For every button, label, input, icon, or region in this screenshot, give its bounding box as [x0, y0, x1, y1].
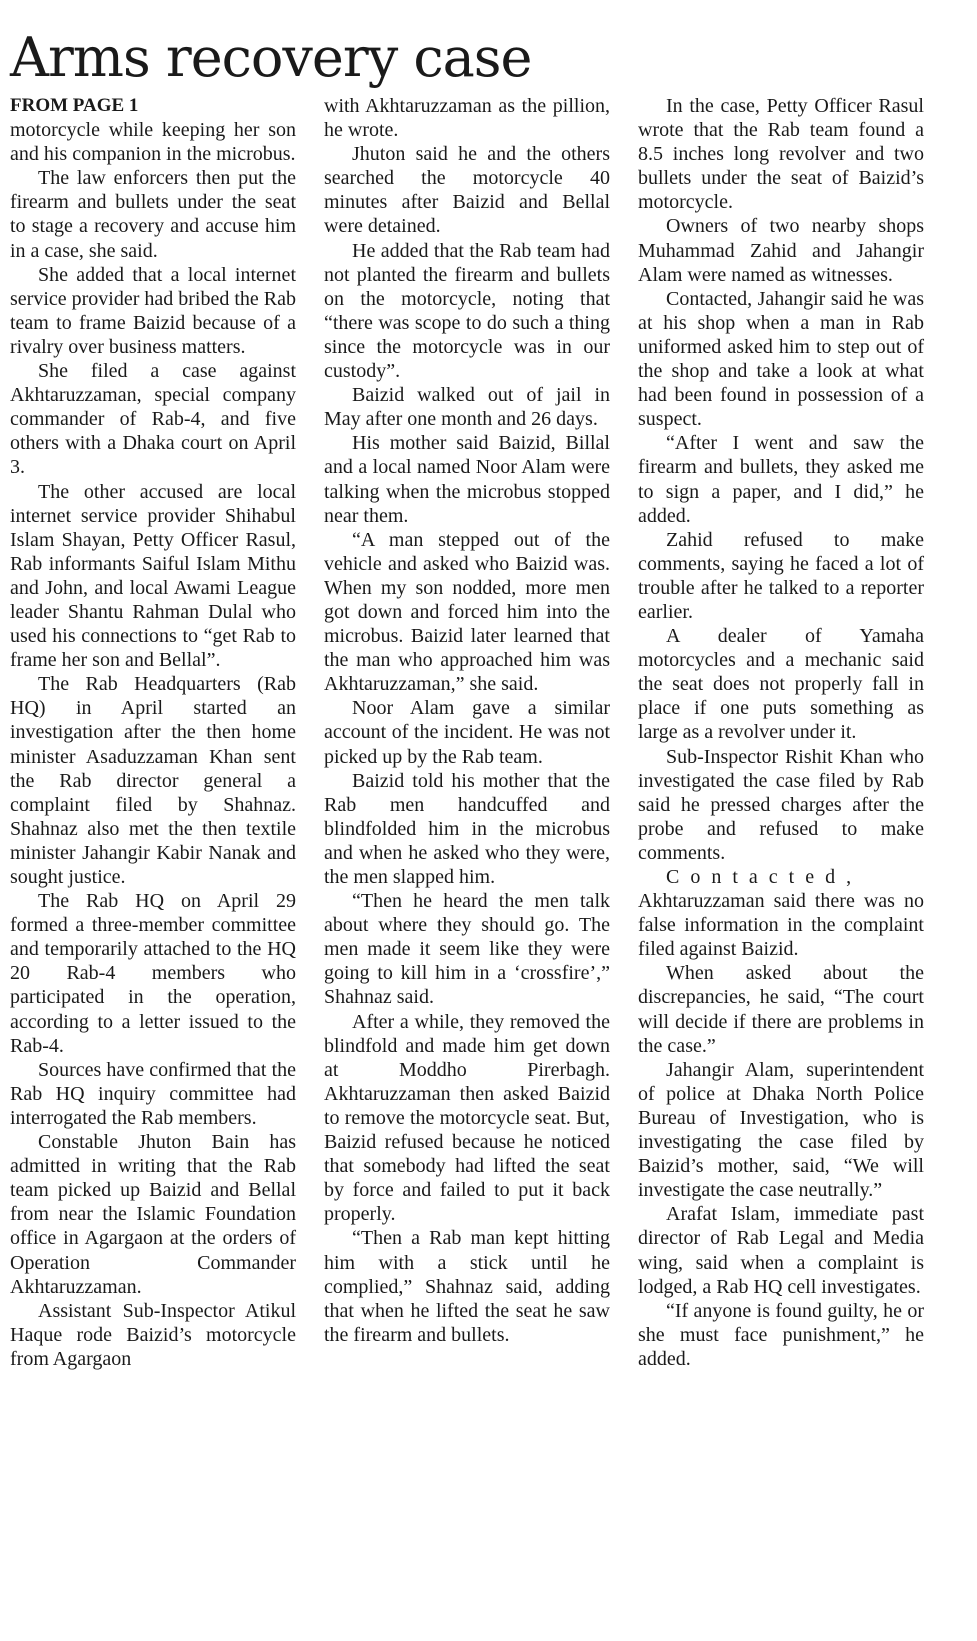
paragraph: Jhuton said he and the others searched the motorcycle 40 minutes after Baizid and Bellal were detained. [324, 143, 610, 238]
paragraph: “After I went and saw the firearm and bullets, they asked me to sign a paper, and I did,” he added. [638, 432, 924, 527]
paragraph: “If anyone is found guilty, he or she must face punishment,” he added. [638, 1299, 924, 1370]
paragraph: with Akhtaruzzaman as the pillion, he wrote. [324, 95, 610, 142]
paragraph: Jahangir Alam, superintendent of police at Dhaka North Police Bureau of Investigation, who is investigating the case filed by Baizid’s mother, said, “We will investigate the case neutrally.” [638, 1058, 924, 1202]
paragraph: The Rab HQ on April 29 formed a three-member committee and temporarily attached to the HQ 20 Rab-4 members who participated in the operation, according to a letter issued to the Rab-4. [10, 890, 296, 1057]
paragraph: The law enforcers then put the firearm and bullets under the seat to stage a recovery and accuse him in a case, she said. [10, 167, 296, 262]
paragraph: Arafat Islam, immediate past director of Rab Legal and Media wing, said when a complaint is lodged, a Rab HQ cell investigates. [638, 1203, 924, 1298]
paragraph: His mother said Baizid, Billal and a local named Noor Alam were talking when the microbus stopped near them. [324, 432, 610, 527]
paragraph: Owners of two nearby shops Muhammad Zahid and Jahangir Alam were named as witnesses. [638, 215, 924, 286]
headline: Arms recovery case [10, 26, 532, 89]
paragraph: He added that the Rab team had not planted the firearm and bullets on the motorcycle, noting that “there was scope to do such a thing since the motorcycle was in our custody”. [324, 239, 610, 383]
paragraph: In the case, Petty Officer Rasul wrote that the Rab team found a 8.5 inches long revolver and two bullets under the seat of Baizid’s motorcycle. [638, 95, 924, 214]
paragraph: The Rab Headquarters (Rab HQ) in April started an investigation after the then home minister Asaduzzaman Khan sent the Rab director general a complaint filed by Shahnaz. Shahnaz also met the then textile minister Jahangir Kabir Nanak and sought justice. [10, 673, 296, 888]
paragraph: Zahid refused to make comments, saying he faced a lot of trouble after he talked to a reporter earlier. [638, 528, 924, 623]
paragraph: Sub-Inspector Rishit Khan who investigated the case filed by Rab said he pressed charges after the probe and refused to make comments. [638, 745, 924, 864]
paragraph: “Then a Rab man kept hitting him with a stick until he complied,” Shahnaz said, adding that when he lifted the seat he saw the firearm and bullets. [324, 1227, 610, 1346]
paragraph: The other accused are local internet service provider Shihabul Islam Shayan, Petty Officer Rasul, Rab informants Saiful Islam Mithu and John, and local Awami League leader Shantu Rahman Dulal who used his connections to “get Rab to frame her son and Bellal”. [10, 480, 296, 672]
paragraph: Assistant Sub-Inspector Atikul Haque rode Baizid’s motorcycle from Agargaon [10, 1299, 296, 1370]
paragraph: A dealer of Yamaha motorcycles and a mechanic said the seat does not properly fall in place if one puts something as large as a revolver under it. [638, 625, 924, 744]
paragraph: motorcycle while keeping her son and his companion in the microbus. [10, 119, 296, 166]
article-column-2 [324, 94, 610, 1347]
paragraph: Constable Jhuton Bain has admitted in writing that the Rab team picked up Baizid and Bellal from near the Islamic Foundation office in Agargaon at the orders of Operation Commander Akhtaruzzaman. [10, 1131, 296, 1298]
paragraph: “A man stepped out of the vehicle and asked who Baizid was. When my son nodded, more men got down and forced him into the microbus. Baizid later learned that the man who approached him was Akhtaruzzaman,” she said. [324, 528, 610, 696]
paragraph: Contacted, [666, 866, 863, 888]
paragraph: Akhtaruzzaman said there was no false information in the complaint filed against Baizid. [638, 890, 924, 961]
paragraph: She added that a local internet service provider had bribed the Rab team to frame Baizid because of a rivalry over business matters. [10, 263, 297, 358]
paragraph: Sources have confirmed that the Rab HQ inquiry committee had interrogated the Rab members. [10, 1058, 296, 1129]
jump-label: FROM PAGE 1 [10, 95, 139, 116]
paragraph: Contacted, Jahangir said he was at his shop when a man in Rab uniformed asked him to step out of the shop and take a look at what had been found in possession of a suspect. [638, 287, 924, 431]
article-column-1 [10, 94, 296, 1371]
paragraph: Baizid told his mother that the Rab men handcuffed and blindfolded him in the microbus and when he asked who they were, the men slapped him. [324, 769, 610, 888]
paragraph: “Then he heard the men talk about where they should go. The men made it seem like they were going to kill him in a ‘crossfire’,” Shahnaz said. [324, 890, 610, 1009]
paragraph: After a while, they removed the blindfold and made him get down at Moddho Pirerbagh. Akhtaruzzaman then asked Baizid to remove the motorcycle seat. But, Baizid refused because he noticed that somebody had lifted the seat by force and failed to put it back properly. [324, 1010, 610, 1226]
paragraph: Noor Alam gave a similar account of the incident. He was not picked up by the Rab team. [324, 697, 610, 768]
paragraph: When asked about the discrepancies, he said, “The court will decide if there are problems in the case.” [638, 962, 924, 1057]
paragraph: Baizid walked out of jail in May after one month and 26 days. [324, 384, 610, 431]
paragraph: She filed a case against Akhtaruzzaman, special company commander of Rab-4, and five others with a Dhaka court on April 3. [10, 360, 296, 479]
article-column-3 [638, 94, 924, 1371]
